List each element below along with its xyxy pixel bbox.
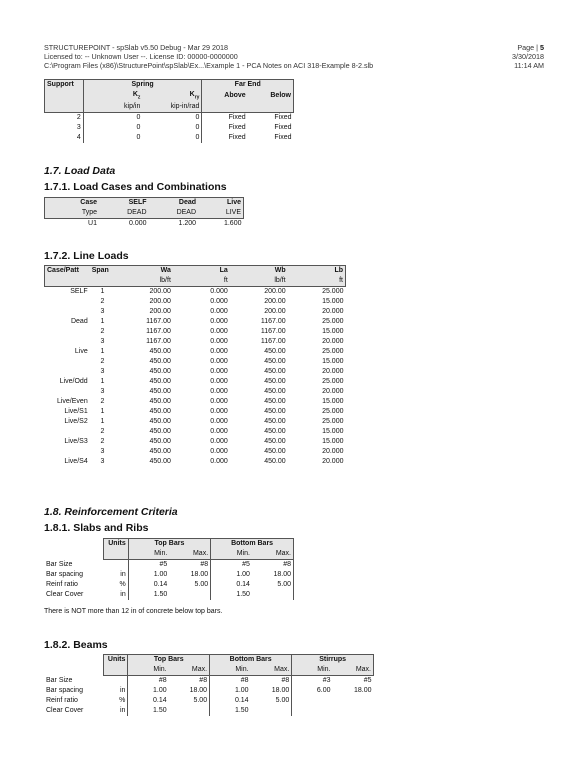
table-cell: 0.14 <box>236 581 250 588</box>
table-row <box>45 417 346 427</box>
table-cell: 1.50 <box>236 591 250 598</box>
table-cell: 3 <box>100 448 105 455</box>
table-cell: 450.00 <box>149 458 171 465</box>
table-cell: 1 <box>100 378 105 385</box>
table-cell: in <box>103 686 128 696</box>
table-cell: 0.14 <box>234 697 249 704</box>
table-cell: 25.000 <box>322 378 344 385</box>
table-cell: #5 <box>242 561 250 568</box>
load-cases-table: Case SELF Dead Live Type DEAD DEAD LIVE U1 0.000 1.200 1.600 <box>44 197 244 229</box>
table-cell: Live/S4 <box>64 458 88 465</box>
table-row <box>44 686 374 696</box>
table-cell: #5 <box>363 677 372 684</box>
table-cell <box>332 696 373 706</box>
table-row <box>45 307 346 317</box>
table-cell: 1167.00 <box>260 338 286 345</box>
table-cell: 18.00 <box>169 686 210 696</box>
table-cell: 450.00 <box>149 378 171 385</box>
table-cell: 450.00 <box>149 398 171 405</box>
table-cell: 2 <box>100 358 105 365</box>
table-cell <box>45 357 90 367</box>
table-cell: 2 <box>100 398 105 405</box>
table-cell: 2 <box>100 328 105 335</box>
table-cell: 18.00 <box>251 686 292 696</box>
report-header <box>44 43 373 70</box>
file-path: C:\Program Files (x86)\StructurePoint\spSlab\Ex...\Example 1 - PCA Notes on ACI 318-Example 8-2.slb <box>44 61 374 70</box>
table-cell: 18.00 <box>252 570 294 580</box>
table-cell: 15.000 <box>322 328 344 335</box>
beams-table: Units Top Bars Bottom Bars Stirrups Min. Max. Min. Max. Min. Max. Bar Size #8 #8 #8 #8 #3 #5 Bar spacing in 1.00 18.00 1.00 18.00 6.00 18.00 Reinf ratio % 0.14 5.00 0.14 5.00 Clear Cover in 1.50 1.50 <box>46 656 372 714</box>
table-cell: 450.00 <box>264 368 286 375</box>
table-cell: 0.000 <box>210 438 228 445</box>
table-cell: 1.00 <box>152 687 167 694</box>
table-cell: 5.00 <box>252 580 294 590</box>
table-cell: 1167.00 <box>146 318 171 325</box>
table-cell: 450.00 <box>149 358 171 365</box>
slab-note: There is NOT more than 12 in of concrete below top bars. <box>44 608 223 615</box>
table-cell <box>45 427 90 437</box>
page-info <box>512 43 544 70</box>
table-cell: Bar spacing <box>46 571 83 578</box>
table-cell: 15.000 <box>322 398 344 405</box>
subsection-heading-line-loads: 1.7.2. Line Loads <box>44 250 129 262</box>
table-cell: 200.00 <box>149 298 171 305</box>
table-cell: % <box>103 580 128 590</box>
table-cell: 450.00 <box>149 428 171 435</box>
col-kz: $K_z$ <box>132 91 141 101</box>
table-cell: 450.00 <box>149 448 171 455</box>
table-row <box>44 676 374 687</box>
subsection-heading-beams: 1.8.2. Beams <box>44 639 108 651</box>
table-cell: Reinf ratio <box>46 581 78 588</box>
table-cell: 0.000 <box>210 398 228 405</box>
table-cell: 3 <box>100 308 105 315</box>
table-cell <box>169 590 210 600</box>
table-cell: % <box>103 696 128 706</box>
table-row: 4 0 0 Fixed Fixed <box>45 133 294 143</box>
table-cell: 450.00 <box>264 448 286 455</box>
line-loads-body <box>45 287 346 468</box>
table-cell: 0.000 <box>210 348 228 355</box>
table-cell: Clear Cover <box>46 707 84 714</box>
table-cell: 20.000 <box>322 448 344 455</box>
col-above: Above <box>224 92 246 100</box>
table-cell: 1.00 <box>234 687 249 694</box>
section-heading-load-data: 1.7. Load Data <box>44 165 116 177</box>
table-cell: 1167.00 <box>260 318 286 325</box>
table-cell: #8 <box>158 677 167 684</box>
table-row <box>45 447 346 457</box>
table-cell: 450.00 <box>264 398 286 405</box>
support-table <box>44 79 294 143</box>
table-cell <box>292 696 333 706</box>
table-cell <box>169 706 210 716</box>
table-cell: 1 <box>100 418 105 425</box>
table-cell <box>103 676 128 687</box>
table-cell: 0.000 <box>210 328 228 335</box>
table-cell: Clear Cover <box>46 591 84 598</box>
table-cell: 3 <box>100 338 105 345</box>
col-spring: Spring <box>83 80 202 91</box>
table-cell: #8 <box>251 676 292 687</box>
table-cell: 2 <box>100 438 105 445</box>
table-cell: SELF <box>70 288 88 295</box>
table-cell: Bar spacing <box>46 687 83 694</box>
table-cell <box>45 337 90 347</box>
table-cell: 0.000 <box>210 358 228 365</box>
table-cell: 0.000 <box>210 408 228 415</box>
table-cell: 0.000 <box>210 308 228 315</box>
table-row <box>45 337 346 347</box>
table-row <box>44 706 374 716</box>
table-cell: 1.50 <box>152 707 167 714</box>
table-cell: 15.000 <box>322 298 344 305</box>
table-row <box>44 570 294 580</box>
table-cell: 5.00 <box>169 580 210 590</box>
table-cell <box>332 706 373 716</box>
table-cell: #5 <box>159 561 168 568</box>
table-row <box>45 327 346 337</box>
report-date: 3/30/2018 <box>512 52 544 61</box>
table-cell: 0.000 <box>210 418 228 425</box>
table-cell: 1.00 <box>236 571 250 578</box>
table-cell <box>45 367 90 377</box>
table-row <box>45 387 346 397</box>
table-cell: 18.00 <box>169 570 210 580</box>
table-cell: 0.000 <box>210 298 228 305</box>
table-cell: Dead <box>70 318 88 325</box>
table-cell <box>45 307 90 317</box>
unit-kz: kip/in <box>83 102 142 113</box>
table-cell: 1167.00 <box>260 328 286 335</box>
table-cell: in <box>103 570 128 580</box>
table-cell: #8 <box>252 560 294 571</box>
table-cell: 20.000 <box>322 458 344 465</box>
slabs-ribs-table: Units Top Bars Bottom Bars Min. Max. Min. Max. Bar Size #5 #8 #5 #8 Bar spacing in 1.00 18.00 1.00 18.00 Reinf ratio % 0.14 5.00 0.14 5.00 Clear Cover in 1.50 1.50 <box>44 538 294 600</box>
table-cell: 0.14 <box>153 581 168 588</box>
table-cell: 450.00 <box>264 348 286 355</box>
table-cell: 0.14 <box>152 697 167 704</box>
table-cell: Live <box>74 348 88 355</box>
table-cell: 0.000 <box>210 338 228 345</box>
section-heading-reinforcement: 1.8. Reinforcement Criteria <box>44 506 178 518</box>
table-row <box>44 696 374 706</box>
table-cell: 1.50 <box>234 707 249 714</box>
unit-kry: kip-in/rad <box>142 102 202 113</box>
col-support: Support <box>45 80 84 91</box>
beams-body <box>44 676 374 717</box>
table-cell: 15.000 <box>322 358 344 365</box>
table-cell: 3 <box>100 368 105 375</box>
table-row <box>44 560 294 571</box>
table-cell: 200.00 <box>264 298 286 305</box>
table-cell: 450.00 <box>149 408 171 415</box>
table-cell: 1.50 <box>153 591 168 598</box>
table-cell: 0.000 <box>210 458 228 465</box>
table-cell: 200.00 <box>264 288 286 295</box>
table-cell: 450.00 <box>149 368 171 375</box>
table-cell: 25.000 <box>322 288 344 295</box>
table-cell: 2 <box>100 298 105 305</box>
table-cell: 20.000 <box>322 338 344 345</box>
table-cell: 200.00 <box>149 288 171 295</box>
table-row <box>45 377 346 387</box>
table-cell: 1167.00 <box>146 338 171 345</box>
table-row <box>45 287 346 298</box>
license-info: Licensed to: -- Unknown User --. License ID: 00000-0000000 <box>44 52 238 61</box>
table-cell: 450.00 <box>264 378 286 385</box>
table-cell <box>251 706 292 716</box>
table-cell: 0.000 <box>210 378 228 385</box>
table-cell: 0.000 <box>210 288 228 295</box>
table-cell: #8 <box>169 560 210 571</box>
subsection-heading-slabs: 1.8.1. Slabs and Ribs <box>44 522 149 534</box>
col-far-end: Far End <box>202 80 294 91</box>
table-cell: Bar Size <box>46 676 73 684</box>
table-cell: 20.000 <box>322 368 344 375</box>
table-cell <box>45 297 90 307</box>
table-row <box>45 317 346 327</box>
table-cell: 450.00 <box>149 438 171 445</box>
table-row: 2 0 0 Fixed Fixed <box>45 113 294 124</box>
table-cell: Live/S1 <box>64 408 88 415</box>
col-kry: $K_{ry}$ <box>142 90 202 102</box>
table-cell: 0.000 <box>210 388 228 395</box>
table-cell <box>103 560 128 571</box>
table-cell: 20.000 <box>322 308 344 315</box>
table-cell: 0.000 <box>210 428 228 435</box>
table-row <box>44 590 294 600</box>
table-cell: 200.00 <box>149 308 171 315</box>
table-cell: #3 <box>322 677 331 684</box>
table-row: 3 0 0 Fixed Fixed <box>45 123 294 133</box>
table-cell: Live/S3 <box>64 438 88 445</box>
table-cell: 5.00 <box>169 696 210 706</box>
table-cell: 450.00 <box>264 358 286 365</box>
col-below: Below <box>248 90 294 102</box>
table-cell <box>252 590 294 600</box>
table-cell <box>45 327 90 337</box>
table-cell: 25.000 <box>322 418 344 425</box>
table-cell: 0.000 <box>210 368 228 375</box>
table-cell <box>292 706 333 716</box>
table-cell: 450.00 <box>149 388 171 395</box>
table-cell: 25.000 <box>322 408 344 415</box>
table-cell: Live/S2 <box>64 418 88 425</box>
table-cell: 1.00 <box>153 571 168 578</box>
program-info: STRUCTUREPOINT - spSlab v5.50 Debug - Mar 29 2018 <box>44 43 229 52</box>
table-cell: 450.00 <box>264 418 286 425</box>
table-cell: 450.00 <box>149 418 171 425</box>
table-row <box>45 457 346 467</box>
table-cell: Live/Odd <box>59 378 88 385</box>
table-cell: 3 <box>100 458 105 465</box>
table-cell: 450.00 <box>264 458 286 465</box>
table-cell: 5.00 <box>251 696 292 706</box>
subsection-heading-load-cases: 1.7.1. Load Cases and Combinations <box>44 181 227 193</box>
table-cell: in <box>103 590 128 600</box>
table-cell: 1167.00 <box>146 328 171 335</box>
table-cell: 15.000 <box>322 428 344 435</box>
line-loads-table: Case/Patt Span Wa La Wb Lb lb/ft ft lb/ft ft SELF 1 200.00 0.000 200.00 25.000 2 200.00 0.000 200.00 15.000 3 200.00 0.000 200.00 20.000 Dead 1 1167.00 0.000 1167.00 25.000 2 1167.00 0.000 1167.00 15.000 3 1167.00 0.000 1167.00 20.000 Live 1 450.00 0.000 450.00 25.000 2 450.00 0.000 450.00 15.000 3 450.00 0.000 450.00 20.000 Live/Odd 1 450.00 0.000 450.00 25.000 3 450.00 0.000 450.00 20.000 Live/Even 2 450.00 0.000 450.00 15.000 Live/S1 1 450.00 0.000 450.00 25.000 Live/S2 1 450.00 0.000 450.00 25.000 2 450.00 0.000 450.00 15.000 Live/S3 2 450.00 0.000 450.00 15.000 3 450.00 0.000 450.00 20.000 Live/S4 3 450.00 0.000 450.00 20.000 <box>44 265 346 467</box>
table-row: U1 0.000 1.200 1.600 <box>88 220 242 227</box>
table-cell: 25.000 <box>322 348 344 355</box>
table-cell: Bar Size <box>46 560 73 568</box>
table-cell: 1 <box>100 318 105 325</box>
table-row <box>45 357 346 367</box>
table-cell: Live/Even <box>56 398 88 405</box>
table-cell: #8 <box>169 676 210 687</box>
table-cell: in <box>103 706 128 716</box>
table-cell: 450.00 <box>264 428 286 435</box>
table-cell: 0.000 <box>210 318 228 325</box>
table-cell: 1 <box>100 348 105 355</box>
table-row <box>45 347 346 357</box>
table-cell: 18.00 <box>353 687 372 694</box>
table-cell: 450.00 <box>264 408 286 415</box>
table-row <box>45 427 346 437</box>
table-cell: 450.00 <box>149 348 171 355</box>
table-cell <box>45 447 90 457</box>
table-cell: 2 <box>100 428 105 435</box>
table-cell: 450.00 <box>264 438 286 445</box>
table-row <box>44 580 294 590</box>
table-cell: 450.00 <box>264 388 286 395</box>
table-cell <box>45 387 90 397</box>
table-row <box>45 437 346 447</box>
slabs-body <box>44 560 294 601</box>
table-cell: 15.000 <box>322 438 344 445</box>
table-row <box>45 397 346 407</box>
table-cell: 20.000 <box>322 388 344 395</box>
table-cell: Reinf ratio <box>46 697 78 704</box>
table-cell: 200.00 <box>264 308 286 315</box>
table-cell: 25.000 <box>322 318 344 325</box>
table-cell: 3 <box>100 388 105 395</box>
table-row <box>45 367 346 377</box>
table-cell: 6.00 <box>316 687 331 694</box>
table-row <box>45 297 346 307</box>
table-cell: 0.000 <box>210 448 228 455</box>
table-cell: 1 <box>100 408 105 415</box>
table-cell: 1 <box>100 288 105 295</box>
report-time: 11:14 AM <box>514 61 544 70</box>
page-number: Page | 5 <box>517 43 544 52</box>
table-row <box>45 407 346 417</box>
table-cell: #8 <box>240 677 249 684</box>
